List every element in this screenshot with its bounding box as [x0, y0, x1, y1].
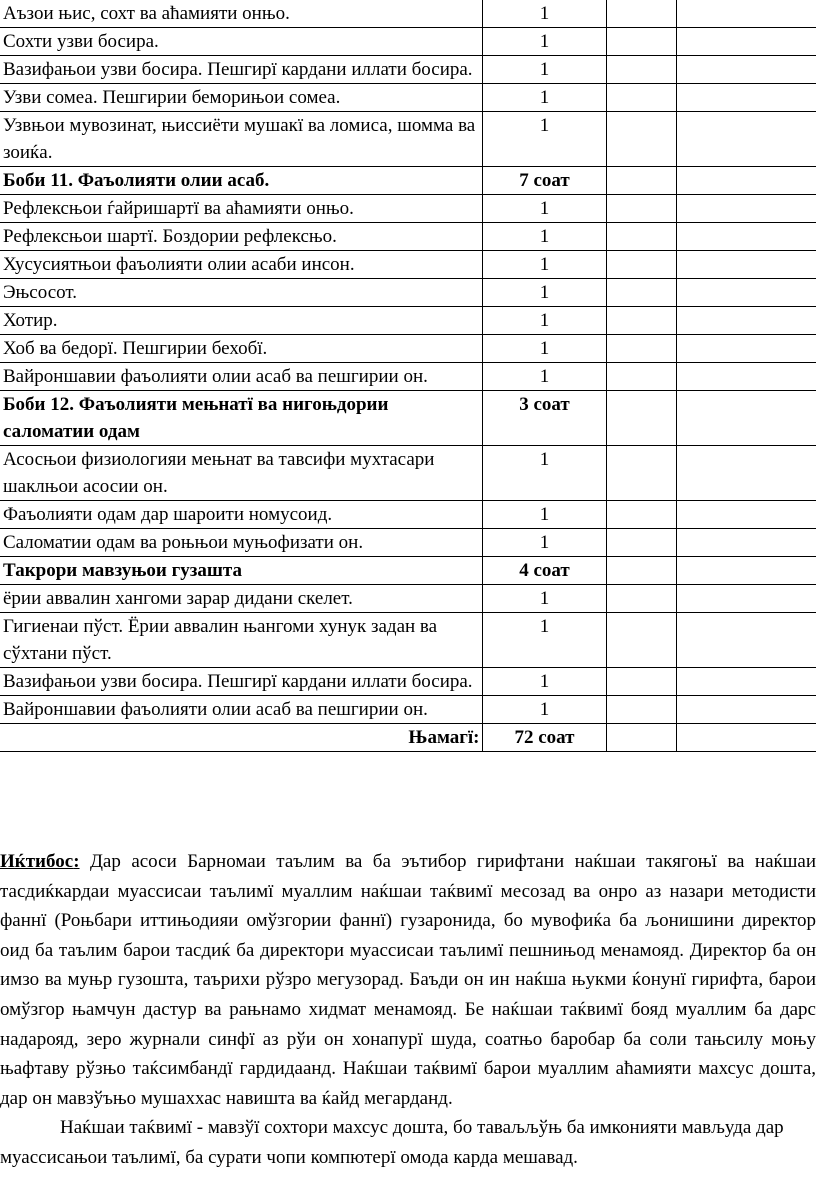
- lesson-row: [0, 613, 816, 668]
- topic-cell: Вайроншавии фаъолияти олии асаб ва пешгирии он.: [0, 363, 482, 391]
- hours-cell: 1: [482, 223, 606, 251]
- topic-cell: Вазифањои узви босира. Пешгирї кардани иллати босира.: [0, 668, 482, 696]
- lesson-row: [0, 223, 816, 251]
- hours-cell: 1: [482, 84, 606, 112]
- hours-cell: 1: [482, 112, 606, 167]
- topic-cell: Вазифањои узви босира. Пешгирї кардани иллати босира.: [0, 56, 482, 84]
- hours-cell: 1: [482, 501, 606, 529]
- empty-cell: [676, 112, 816, 167]
- empty-cell: [676, 446, 816, 501]
- paragraph-calendar-plan: Наќшаи таќвимї - мавзўї сохтори махсус дошта, бо таваљљўњ ба имконияти мављуда дар муассисањои таълимї, ба сурати чопи компютерї омода карда мешавад.: [0, 1117, 784, 1168]
- topic-cell: Гигиенаи пўст. Ёрии аввалин њангоми хунук задан ва сўхтани пўст.: [0, 613, 482, 668]
- empty-cell: [606, 0, 676, 28]
- total-label: Њамагї:: [0, 724, 482, 752]
- empty-cell: [606, 307, 676, 335]
- chapter-row: [0, 391, 816, 446]
- empty-cell: [676, 696, 816, 724]
- hours-cell: 1: [482, 668, 606, 696]
- empty-cell: [606, 279, 676, 307]
- topic-cell: Хотир.: [0, 307, 482, 335]
- lesson-row: [0, 56, 816, 84]
- hours-cell: 1: [482, 195, 606, 223]
- hours-cell: 1: [482, 613, 606, 668]
- lesson-row: [0, 112, 816, 167]
- hours-cell: 1: [482, 28, 606, 56]
- hours-cell: 1: [482, 335, 606, 363]
- empty-cell: [606, 84, 676, 112]
- empty-cell: [676, 529, 816, 557]
- empty-cell: [606, 195, 676, 223]
- empty-cell: [676, 307, 816, 335]
- empty-cell: [676, 251, 816, 279]
- lesson-row: [0, 0, 816, 28]
- hours-cell: 1: [482, 307, 606, 335]
- empty-cell: [606, 167, 676, 195]
- topic-cell: Сохти узви босира.: [0, 28, 482, 56]
- lesson-row: [0, 84, 816, 112]
- empty-cell: [606, 223, 676, 251]
- hours-cell: 4 соат: [482, 557, 606, 585]
- empty-cell: [606, 724, 676, 752]
- empty-cell: [676, 557, 816, 585]
- empty-cell: [676, 391, 816, 446]
- empty-cell: [676, 724, 816, 752]
- hours-cell: 7 соат: [482, 167, 606, 195]
- empty-cell: [606, 557, 676, 585]
- empty-cell: [606, 112, 676, 167]
- empty-cell: [606, 529, 676, 557]
- empty-cell: [676, 167, 816, 195]
- empty-cell: [606, 668, 676, 696]
- topic-cell: Хоб ва бедорї. Пешгирии бехобї.: [0, 335, 482, 363]
- lesson-row: [0, 668, 816, 696]
- lesson-row: [0, 529, 816, 557]
- topic-cell: Узвњои мувозинат, њиссиёти мушакї ва ломиса, шомма ва зоиќа.: [0, 112, 482, 167]
- lesson-row: [0, 501, 816, 529]
- empty-cell: [676, 363, 816, 391]
- topic-cell: Узви сомеа. Пешгирии беморињои сомеа.: [0, 84, 482, 112]
- topic-cell: Рефлексњои шартї. Боздории рефлексњо.: [0, 223, 482, 251]
- empty-cell: [676, 195, 816, 223]
- empty-cell: [606, 28, 676, 56]
- hours-cell: 1: [482, 0, 606, 28]
- empty-cell: [606, 501, 676, 529]
- hours-cell: 1: [482, 56, 606, 84]
- empty-cell: [676, 56, 816, 84]
- topic-cell: Рефлексњои ѓайришартї ва аћамияти онњо.: [0, 195, 482, 223]
- lesson-row: [0, 195, 816, 223]
- lesson-row: [0, 696, 816, 724]
- empty-cell: [606, 696, 676, 724]
- hours-cell: 1: [482, 446, 606, 501]
- empty-cell: [676, 28, 816, 56]
- empty-cell: [606, 391, 676, 446]
- document-text: [0, 847, 816, 1173]
- total-row: [0, 724, 816, 752]
- topic-cell: Такрори мавзуњои гузашта: [0, 557, 482, 585]
- topic-cell: Фаъолияти одам дар шароити номусоид.: [0, 501, 482, 529]
- citation-lead-colon: :: [73, 851, 80, 872]
- topic-cell: Боби 12. Фаъолияти мењнатї ва нигоњдории саломатии одам: [0, 391, 482, 446]
- chapter-row: [0, 167, 816, 195]
- empty-cell: [676, 223, 816, 251]
- lesson-row: [0, 307, 816, 335]
- lesson-row: [0, 335, 816, 363]
- citation-text: Дар асоси Барномаи таълим ва ба эътибор гирифтани наќшаи такягоњї ва наќшаи тасдиќкардаи муассисаи таълимї муаллим наќшаи таќвимї месозад ва онро аз назари методисти фаннї (Роњбари иттињодияи омўзгории фаннї) гузаронида, бо мувофиќа ба љонишини директор оид ба таълим барои тасдиќ ба директори муассисаи таълимї пешнињод менамояд. Директор ба он имзо ва муњр гузошта, таърихи рўзро мегузорад. Баъди он ин наќша њукми ќонунї гирифта, барои омўзгор њамчун дастур ва рањнамо хидмат менамояд. Бе наќшаи таќвимї бояд муаллим ба дарс надарояд, зеро журнали синфї аз рўи он хонапурї шуда, соатњо баробар ба соли тањсилу моњу њафтаву рўзњо таќсимбандї гардидаанд. Наќшаи таќвимї барои муаллим аћамияти махсус дошта, дар он мавзўъњо мушаххас навишта ва ќайд мегарданд.: [0, 851, 816, 1109]
- hours-cell: 1: [482, 251, 606, 279]
- empty-cell: [676, 279, 816, 307]
- hours-cell: 1: [482, 363, 606, 391]
- hours-cell: 1: [482, 696, 606, 724]
- empty-cell: [606, 585, 676, 613]
- topic-cell: Асосњои физиологияи мењнат ва тавсифи мухтасари шаклњои асосии он.: [0, 446, 482, 501]
- topic-cell: ёрии аввалин хангоми зарар дидани скелет.: [0, 585, 482, 613]
- lesson-row: [0, 28, 816, 56]
- hours-cell: 1: [482, 279, 606, 307]
- paragraph-citation: [0, 847, 816, 1113]
- topic-cell: Аъзои њис, сохт ва аћамияти онњо.: [0, 0, 482, 28]
- empty-cell: [676, 335, 816, 363]
- empty-cell: [606, 446, 676, 501]
- empty-cell: [676, 613, 816, 668]
- empty-cell: [606, 613, 676, 668]
- topic-cell: Хусусиятњои фаъолияти олии асаби инсон.: [0, 251, 482, 279]
- hours-cell: 1: [482, 585, 606, 613]
- empty-cell: [606, 251, 676, 279]
- chapter-row: [0, 557, 816, 585]
- topic-cell: Боби 11. Фаъолияти олии асаб.: [0, 167, 482, 195]
- total-value: 72 соат: [482, 724, 606, 752]
- topic-cell: Эњсосот.: [0, 279, 482, 307]
- citation-lead: Иќтибос: [0, 851, 74, 872]
- empty-cell: [606, 56, 676, 84]
- lesson-row: [0, 446, 816, 501]
- empty-cell: [676, 0, 816, 28]
- empty-cell: [676, 84, 816, 112]
- lesson-row: [0, 251, 816, 279]
- lesson-row: [0, 279, 816, 307]
- empty-cell: [676, 585, 816, 613]
- lesson-row: [0, 585, 816, 613]
- lesson-row: [0, 363, 816, 391]
- empty-cell: [676, 501, 816, 529]
- empty-cell: [606, 335, 676, 363]
- empty-cell: [676, 668, 816, 696]
- topic-cell: Саломатии одам ва роњњои муњофизати он.: [0, 529, 482, 557]
- empty-cell: [606, 363, 676, 391]
- hours-cell: 3 соат: [482, 391, 606, 446]
- hours-cell: 1: [482, 529, 606, 557]
- topic-cell: Вайроншавии фаъолияти олии асаб ва пешгирии он.: [0, 696, 482, 724]
